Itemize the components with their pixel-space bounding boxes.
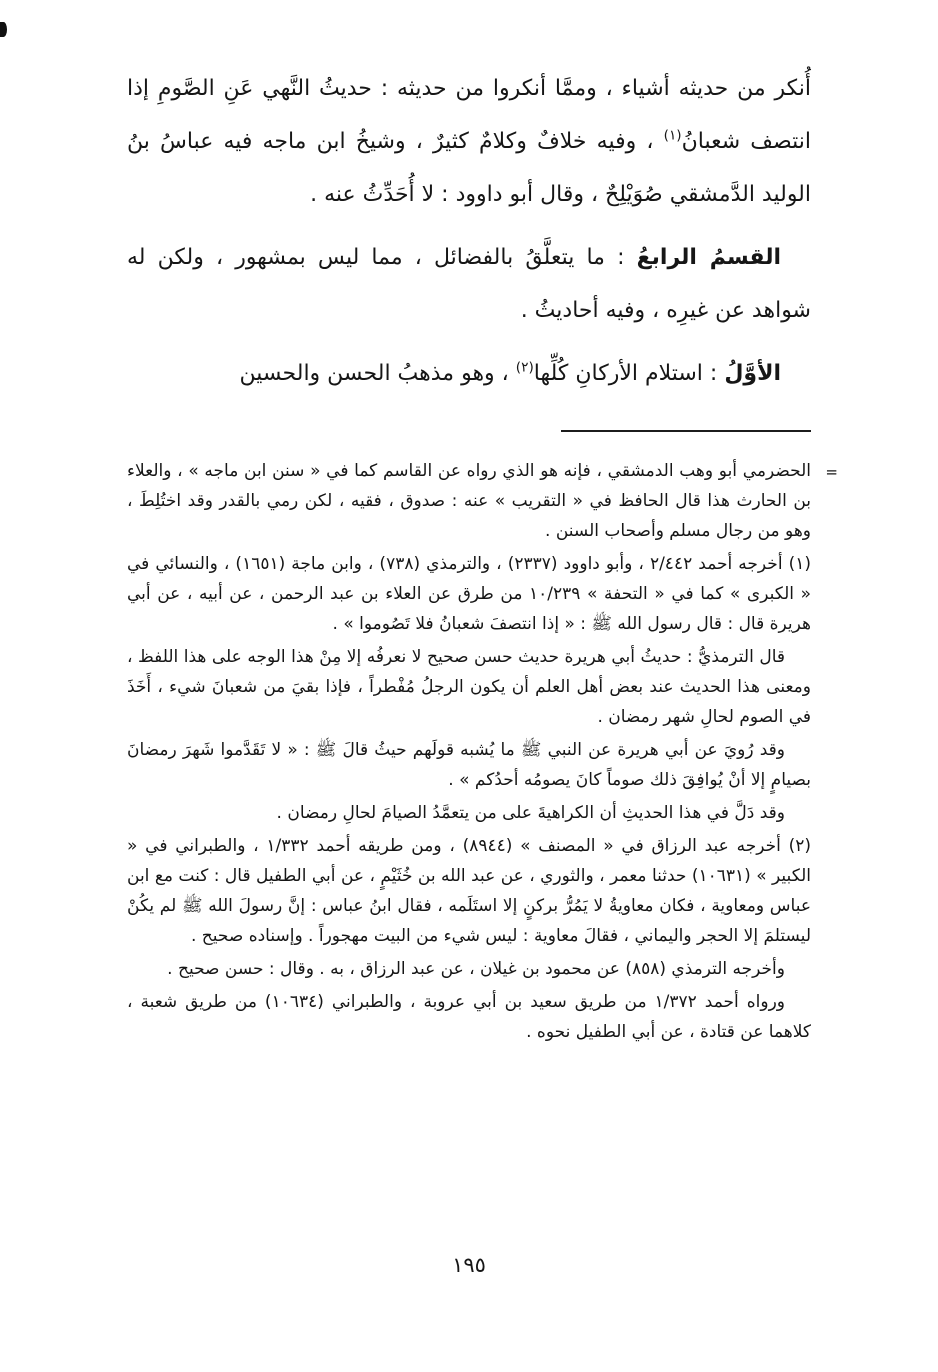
footnote-continuation-marker: =	[825, 463, 838, 481]
paragraph-lead: الأوَّلُ	[724, 361, 781, 386]
footnote-reference: (١)	[663, 127, 682, 144]
footnote-paragraph: ورواه أحمد ١/٣٧٢ من طريق سعيد بن أبي عروبة ، والطبراني (١٠٦٣٤) من طريق شعبة ، كلاهما عن قتادة ، عن أبي الطفيل نحوه .	[127, 992, 811, 1042]
paragraph-lead: القسمُ الرابعُ	[636, 245, 781, 270]
footnote-text: الحضرمي أبو وهب الدمشقي ، فإنه هو الذي رواه عن القاسم كما في « سنن ابن ماجه » ، والعلاء بن الحارث هذا قال الحافظ في « التقريب » عنه : صدوق ، فقيه ، لكن رمي بالقدر وقد اختُلِطَ ، وهو من رجال مسلم وأصحاب السنن .	[127, 461, 811, 541]
main-paragraph	[127, 231, 811, 337]
footnotes-section	[127, 456, 838, 1047]
paragraph-text: أُنكر من حديثه أشياء ، وممَّا أنكروا من حديثه : حديثُ النَّهي عَنِ الصَّومِ إذا انتصف شعبانُ	[127, 76, 812, 154]
paragraph-text: ، وفيه خلافٌ وكلامٌ كثيرٌ ، وشيخُ ابن ماجه فيه عباسُ بنُ الوليد الدَّمشقي صُوَيْلِحٌ ، وقال أبو داوود : لا أُحَدِّثُ عنه .	[127, 129, 811, 207]
footnote-paragraph	[127, 456, 838, 546]
footnote-paragraph: وقد رُويَ عن أبي هريرة عن النبي ﷺ ما يُشبه قولَهم حيثُ قالَ ﷺ : « لا تَقَدَّموا شَهرَ رمضانَ بصيامٍ إلا أنْ يُوافِقَ ذلك صوماً كانَ يصومُه أحدُكم » .	[127, 740, 811, 790]
footnote-paragraph: قال الترمذيُّ : حديثُ أبي هريرة حديث حسن صحيح لا نعرفُه إلا مِنْ هذا الوجه على هذا اللفظ ، ومعنى هذا الحديث عند بعض أهل العلم أن يكون الرجلُ مُفْطراً ، فإذا بقيَ من شعبانَ شيء ، أَخَذَ في الصوم لحالِ شهر رمضان .	[127, 647, 811, 727]
main-text	[127, 62, 811, 400]
main-paragraph	[127, 347, 811, 400]
footnote-divider	[561, 430, 811, 432]
footnote-paragraph: وقد دَلَّ في هذا الحديثِ أن الكراهيةَ على من يتعمَّدُ الصيامَ لحالِ رمضان .	[276, 803, 785, 823]
main-paragraph	[127, 62, 811, 221]
footnote-reference: (٢)	[515, 359, 534, 376]
paragraph-text: : ما يتعلَّقُ بالفضائل ، مما ليس بمشهور ، ولكن له شواهد عن غيرِه ، وفيه أحاديثُ .	[127, 245, 811, 323]
footnote-paragraph: (١) أخرجه أحمد ٢/٤٤٢ ، وأبو داوود (٢٣٣٧) ، والترمذي (٧٣٨) ، وابن ماجة (١٦٥١) ، والنسائي في « الكبرى » كما في « التحفة » ١٠/٢٣٩ من طرق عن العلاء بن عبد الرحمن ، عن أبيه ، عن أبي هريرة قال : قال رسول الله ﷺ : « إذا انتصفَ شعبانُ فلا تَصُوموا » .	[127, 554, 812, 634]
scan-artifact	[0, 22, 7, 37]
paragraph-text: : استلام الأركانِ كُلِّها	[533, 361, 725, 386]
page-number: ١٩٥	[452, 1253, 486, 1277]
page-content	[127, 62, 838, 1050]
footnote-paragraph: وأخرجه الترمذي (٨٥٨) عن محمود بن غيلان ، عن عبد الرزاق ، به . وقال : حسن صحيح .	[167, 959, 785, 979]
footnote-paragraph: (٢) أخرجه عبد الرزاق في « المصنف » (٨٩٤٤) ، ومن طريقه أحمد ١/٣٣٢ ، والطبراني في « الكبير » (١٠٦٣١) حدثنا معمر ، والثوري ، عن عبد الله بن خُثَيْمٍ ، عن أبي الطفيل قال : كنت مع ابن عباس ومعاوية ، فكان معاويةُ لا يَمُرُّ بركنٍ إلا استَلَمه ، فقال ابنُ عباس : إنَّ رسولَ الله ﷺ لم يكُنْ ليستلمَ إلا الحجر واليماني ، فقالَ معاوية : ليس شيء من البيت مهجوراً . وإسناده صحيح .	[127, 836, 811, 946]
paragraph-text: ، وهو مذهبُ الحسن والحسين	[239, 361, 516, 386]
